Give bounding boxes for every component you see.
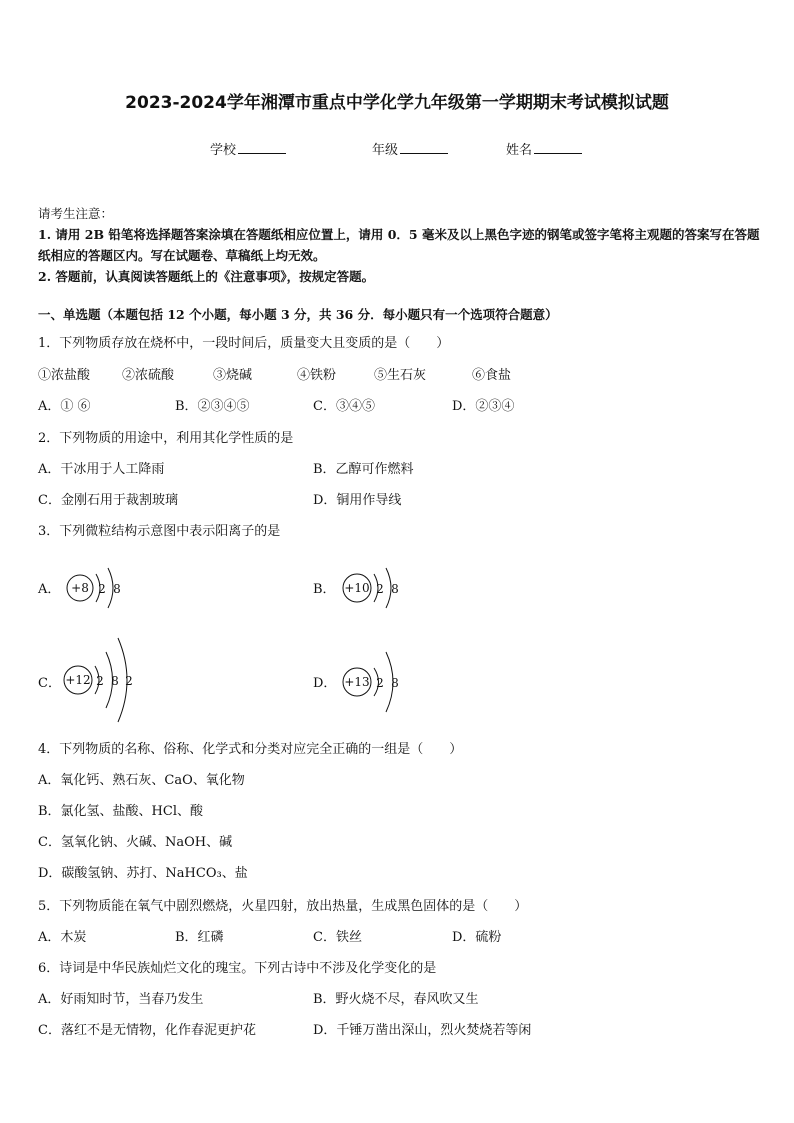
q5-option-d: D．硫粉 [452, 930, 502, 945]
q6-option-b: B．野火烧不尽，春风吹又生 [313, 992, 479, 1007]
q1-option-b: B．②③④⑤ [175, 399, 250, 414]
q1-item-1: ①浓盐酸 [38, 368, 91, 383]
q1-item-2: ②浓硫酸 [122, 368, 175, 383]
q1-item-4: ④铁粉 [297, 368, 337, 383]
question-6-stem: 6．诗词是中华民族灿烂文化的瑰宝。下列古诗中不涉及化学变化的是 [38, 961, 437, 976]
nucleus-charge: +8 [71, 581, 89, 595]
name-field [506, 139, 582, 158]
grade-blank [400, 141, 448, 154]
electron-count: 8 [391, 582, 399, 596]
q2-option-d: D．铜用作导线 [313, 493, 402, 508]
question-1-stem: 1．下列物质存放在烧杯中，一段时间后，质量变大且变质的是（ ） [38, 336, 450, 351]
q5-option-c: C．铁丝 [313, 930, 362, 945]
grade-field [372, 139, 448, 158]
atom-diagram-c [62, 634, 142, 730]
question-3-stem: 3．下列微粒结构示意图中表示阳离子的是 [38, 524, 281, 539]
school-blank [238, 141, 286, 154]
q1-option-c: C．③④⑤ [313, 399, 375, 414]
name-label: 姓名 [506, 143, 533, 158]
exam-notice [38, 203, 760, 287]
q2-option-c: C．金刚石用于裁割玻璃 [38, 493, 178, 508]
q2-option-b: B．乙醇可作燃料 [313, 462, 414, 477]
electron-count: 2 [96, 674, 104, 688]
section-heading: 一、单选题（本题包括 12 个小题，每小题 3 分，共 36 分．每小题只有一个选项符合题意） [38, 307, 558, 322]
question-4-stem: 4．下列物质的名称、俗称、化学式和分类对应完全正确的一组是（ ） [38, 742, 463, 757]
atom-diagram-d [340, 644, 420, 720]
q4-option-a: A．氧化钙、熟石灰、CaO、氧化物 [38, 773, 245, 788]
electron-count: 2 [376, 582, 384, 596]
electron-count: 8 [111, 674, 119, 688]
atom-diagram-a [62, 560, 142, 620]
name-blank [534, 141, 582, 154]
school-field [210, 139, 286, 158]
q1-option-a: A．① ⑥ [38, 399, 91, 414]
electron-count: 2 [98, 582, 106, 596]
q5-option-a: A．木炭 [38, 930, 87, 945]
electron-count: 8 [391, 676, 399, 690]
q3-option-d-label: D． [313, 676, 337, 691]
notice-item-1: 1. 请用 2B 铅笔将选择题答案涂填在答题纸相应位置上，请用 0．5 毫米及以上黑色字迹的钢笔或签字笔将主观题的答案写在答题纸相应的答题区内。写在试题卷、草稿纸上均无效。 [38, 227, 760, 263]
electron-count: 2 [125, 674, 133, 688]
nucleus-charge: +12 [65, 673, 91, 687]
school-label: 学校 [210, 143, 237, 158]
notice-heading: 请考生注意： [38, 206, 114, 221]
nucleus-charge: +13 [344, 675, 370, 689]
q6-option-c: C．落红不是无情物，化作春泥更护花 [38, 1023, 256, 1038]
grade-label: 年级 [372, 143, 399, 158]
q3-option-c-label: C． [38, 676, 61, 691]
q6-option-d: D．千锤万凿出深山，烈火焚烧若等闲 [313, 1023, 532, 1038]
q1-item-3: ③烧碱 [213, 368, 253, 383]
electron-count: 2 [376, 676, 384, 690]
q5-option-b: B．红磷 [175, 930, 224, 945]
q1-item-6: ⑥食盐 [472, 368, 512, 383]
q3-option-b-label: B． [313, 582, 336, 597]
page-title: 2023-2024学年湘潭市重点中学化学九年级第一学期期末考试模拟试题 [125, 93, 669, 113]
q2-option-a: A．干冰用于人工降雨 [38, 462, 165, 477]
q1-option-d: D．②③④ [452, 399, 515, 414]
atom-diagram-b [338, 560, 418, 620]
q1-item-5: ⑤生石灰 [374, 368, 427, 383]
notice-item-2: 2. 答题前，认真阅读答题纸上的《注意事项》，按规定答题。 [38, 269, 375, 284]
q3-option-a-label: A． [38, 582, 61, 597]
electron-count: 8 [113, 582, 121, 596]
question-2-stem: 2．下列物质的用途中，利用其化学性质的是 [38, 431, 294, 446]
q4-option-d: D．碳酸氢钠、苏打、NaHCO₃、盐 [38, 866, 248, 881]
nucleus-charge: +10 [344, 581, 370, 595]
question-5-stem: 5．下列物质能在氧气中剧烈燃烧，火星四射，放出热量，生成黑色固体的是（ ） [38, 899, 528, 914]
q4-option-b: B．氯化氢、盐酸、HCl、酸 [38, 804, 203, 819]
q4-option-c: C．氢氧化钠、火碱、NaOH、碱 [38, 835, 233, 850]
q6-option-a: A．好雨知时节，当春乃发生 [38, 992, 204, 1007]
